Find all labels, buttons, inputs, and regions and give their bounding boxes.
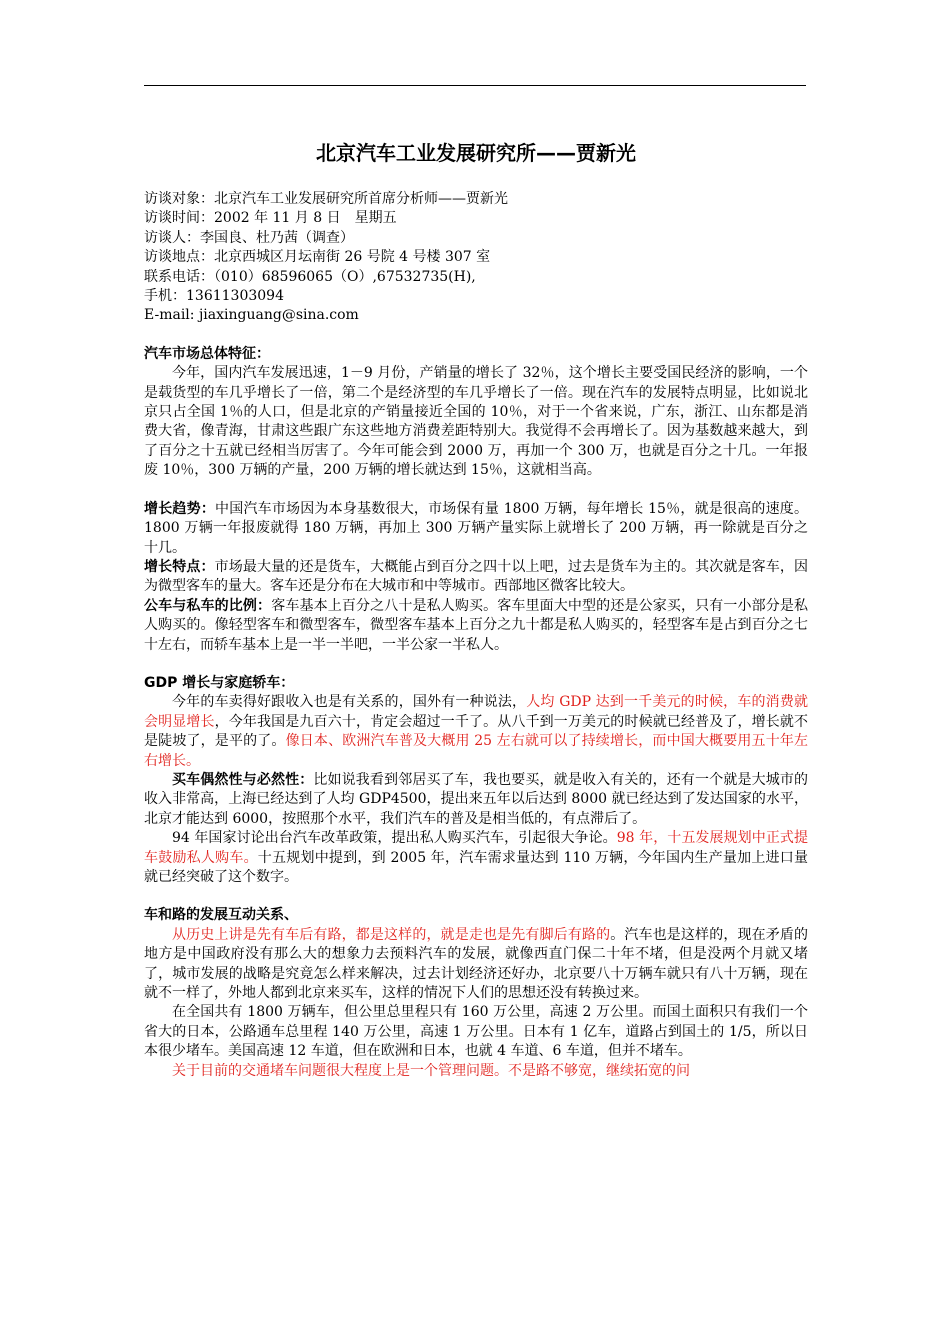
document-title: 北京汽车工业发展研究所——贾新光 (316, 141, 636, 165)
highlight-text: 从历史上讲是先有车后有路，都是这样的，就是走也是先有脚后有路的 (172, 926, 611, 943)
inline-heading: 公车与私车的比例： (144, 597, 272, 614)
paragraph-text: 94 年国家讨论出台汽车改革政策，提出私人购买汽车，引起很大争论。 (172, 830, 617, 847)
interview-meta (144, 190, 808, 326)
highlight-text: 98 年，十五发展规划中正式提车鼓励私人购车。 (144, 830, 808, 866)
paragraph-text: 比如说我看到邻居买了车，我也要买，就是收入有关的，还有一个就是大城市的收入非常高，上海已经达到了人均 GDP4500，提出来五年以后达到 8000 就已经达到了发达国家的水平，北京才能达到 6000，按照那个水平，我们汽车的普及是相当低的，有点滞后了。 (144, 771, 809, 827)
meta-interviewee: 访谈对象：北京汽车工业发展研究所首席分析师——贾新光 (144, 191, 508, 207)
paragraph-text: 中国汽车市场因为本身基数很大，市场保有量 1800 万辆，每年增长 15％，就是很高的速度。1800 万辆一年报废就得 180 万辆，再加上 300 万辆产量实际上就增长了 200 万辆，再一除就是百分之十几。 (144, 500, 809, 556)
inline-heading: 买车偶然性与必然性： (172, 771, 314, 788)
section-growth (144, 500, 808, 655)
section-car-road (144, 906, 808, 1081)
paragraph-highlight: 关于目前的交通堵车问题很大程度上是一个管理问题。不是路不够宽，继续拓宽的问 (172, 1062, 690, 1079)
paragraph-growth-trend (144, 500, 808, 558)
paragraph (144, 693, 808, 771)
paragraph-public-private-ratio (144, 597, 808, 655)
highlight-text: 人均 GDP 达到一千美元的时候，车的消费就会明显增长 (144, 694, 809, 730)
section-market-overview (144, 345, 808, 481)
section-gdp-family-car (144, 674, 808, 887)
meta-phone: 联系电话：（010）68596065（O）,67532735(H), (144, 268, 476, 285)
section-heading: 车和路的发展互动关系、 (144, 907, 298, 924)
header-rule (144, 85, 806, 86)
paragraph-text: 十五规划中提到，到 2005 年，汽车需求量达到 110 万辆，今年国内生产量加上进口量就已经突破了这个数字。 (144, 849, 809, 885)
inline-heading: 增长特点： (144, 558, 215, 575)
document-body (144, 140, 808, 1081)
meta-email: E-mail: jiaxinguang@sina.com (144, 307, 359, 324)
paragraph-growth-features (144, 558, 808, 597)
meta-mobile: 手机：13611303094 (144, 288, 284, 305)
meta-interviewer: 访谈人：李国良、杜乃茜（调查） (144, 229, 354, 246)
meta-location: 访谈地点：北京西城区月坛南街 26 号院 4 号楼 307 室 (144, 249, 491, 266)
paragraph-text: ，今年我国是九百六十，肯定会超过一千了。从八千到一万美元的时候就已经普及了，增长就不是陡坡了，是平的了。 (144, 713, 809, 750)
paragraph-text: 今年的车卖得好跟收入也是有关系的，国外有一种说法， (172, 694, 527, 711)
section-heading: GDP 增长与家庭轿车： (144, 674, 295, 691)
paragraph-text: 客车基本上百分之八十是私人购买。客车里面大中型的还是公家买，只有一小部分是私人购买的。像轻型客车和微型客车，微型客车基本上百分之九十都是私人购买的，轻型客车是占到百分之七十左右，而轿车基本上是一半一半吧，一半公家一半私人。 (144, 597, 809, 653)
paragraph: 今年，国内汽车发展迅速，1－9 月份，产销量的增长了 32％，这个增长主要受国民经济的影响，一个是载货型的车几乎增长了一倍，第二个是经济型的车几乎增长了一倍。现在汽车的发展特点明显，比如说北京只占全国 1％的人口，但是北京的产销量接近全国的 10％，对于一个省来说，广东，浙江、山东都是消费大省，像青海，甘肃这些跟广东这些地方消费差距特别大。我觉得不会再增长了。因为基数越来越大，到了百分之十五就已经相当厉害了。今年可能会到 2000 万，再加一个 300 万，也就是百分之十几。一年报废 10％，300 万辆的产量，200 万辆的增长就达到 15％，这就相当高。 (144, 365, 808, 479)
paragraph (144, 829, 808, 887)
paragraph-text: 市场最大量的还是货车，大概能占到百分之四十以上吧，过去是货车为主的。其次就是客车，因为微型客车的量大。客车还是分布在大城市和中等城市。西部地区微客比较大。 (144, 558, 809, 595)
paragraph (144, 771, 808, 829)
meta-time: 访谈时间：2002 年 11 月 8 日 星期五 (144, 210, 397, 227)
paragraph-text: 。汽车也是这样的，现在矛盾的地方是中国政府没有那么大的想象力去预料汽车的发展，就像西直门保二十年不堵，但是没两个月就又堵了，城市发展的战略是究竟怎么样来解决，过去计划经济还好办，北京要八十万辆车就只有八十万辆，现在就不一样了，外地人都到北京来买车，这样的情况下人们的思想还没有转换过来。 (144, 926, 809, 1002)
inline-heading: 增长趋势： (144, 500, 216, 517)
highlight-text: 像日本、欧洲汽车普及大概用 25 左右就可以了持续增长，而中国大概要用五十年左右增长。 (144, 733, 809, 769)
paragraph: 在全国共有 1800 万辆车，但公里总里程只有 160 万公里，高速 2 万公里。而国土面积只有我们一个省大的日本，公路通车总里程 140 万公里，高速 1 万公里。日本有 1 亿车，道路占到国土的 1/5，所以日本很少堵车。美国高速 12 车道，但在欧洲和日本，也就 4 车道、6 车道，但并不堵车。 (144, 1004, 808, 1060)
paragraph (144, 926, 808, 1004)
section-heading: 汽车市场总体特征： (144, 345, 270, 362)
